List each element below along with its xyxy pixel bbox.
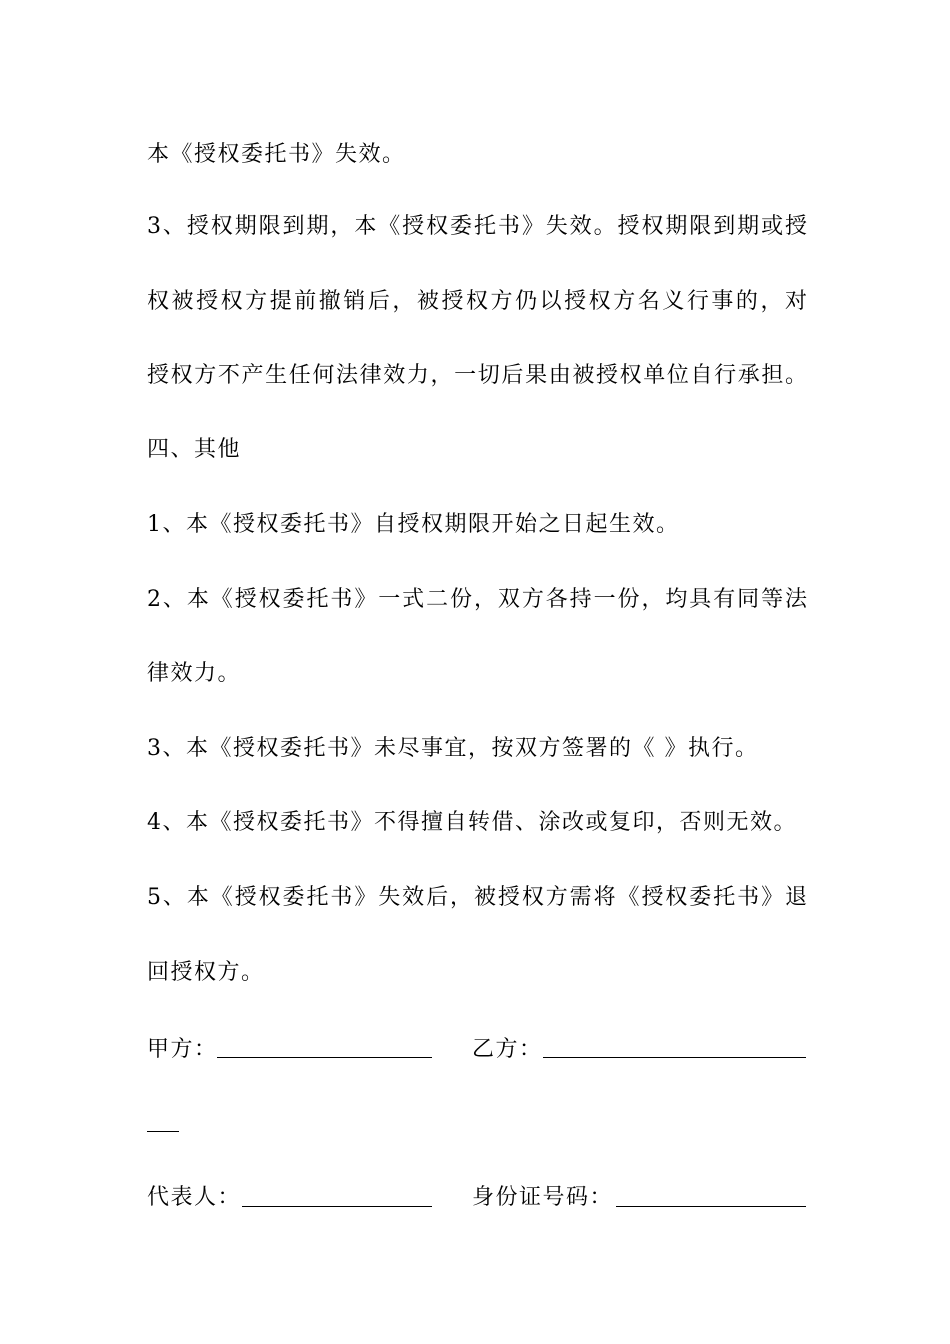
party-b-signature-line[interactable] — [543, 1057, 806, 1058]
other-clause-5-line-1: 5、本《授权委托书》失效后，被授权方需将《授权委托书》退 — [147, 885, 807, 910]
id-number-line[interactable] — [616, 1206, 806, 1207]
other-clause-4: 4、本《授权委托书》不得擅自转借、涂改或复印，否则无效。 — [147, 810, 797, 835]
party-a-signature-line[interactable] — [217, 1057, 432, 1058]
party-b-label: 乙方： — [472, 1037, 543, 1062]
party-a-label: 甲方： — [147, 1037, 218, 1062]
other-clause-2-line-2: 律效力。 — [147, 661, 242, 686]
other-clause-3: 3、本《授权委托书》未尽事宜，按双方签署的《 》执行。 — [147, 736, 759, 761]
paragraph-continuation: 本《授权委托书》失效。 — [147, 142, 406, 167]
clause-3-line-1: 3、授权期限到期，本《授权委托书》失效。授权期限到期或授 — [147, 214, 807, 239]
clause-3-line-2: 权被授权方提前撤销后，被授权方仍以授权方名义行事的，对 — [147, 289, 807, 314]
section-heading-other: 四、其他 — [147, 437, 242, 462]
other-clause-5-line-2: 回授权方。 — [147, 960, 265, 985]
clause-3-line-3: 授权方不产生任何法律效力，一切后果由被授权单位自行承担。 — [147, 363, 807, 388]
party-b-signature-line-overflow — [147, 1131, 179, 1132]
id-number-label: 身份证号码： — [472, 1185, 614, 1210]
other-clause-1: 1、本《授权委托书》自授权期限开始之日起生效。 — [147, 512, 680, 537]
representative-label: 代表人： — [147, 1185, 242, 1210]
other-clause-2-line-1: 2、本《授权委托书》一式二份，双方各持一份，均具有同等法 — [147, 587, 807, 612]
representative-signature-line[interactable] — [242, 1206, 432, 1207]
